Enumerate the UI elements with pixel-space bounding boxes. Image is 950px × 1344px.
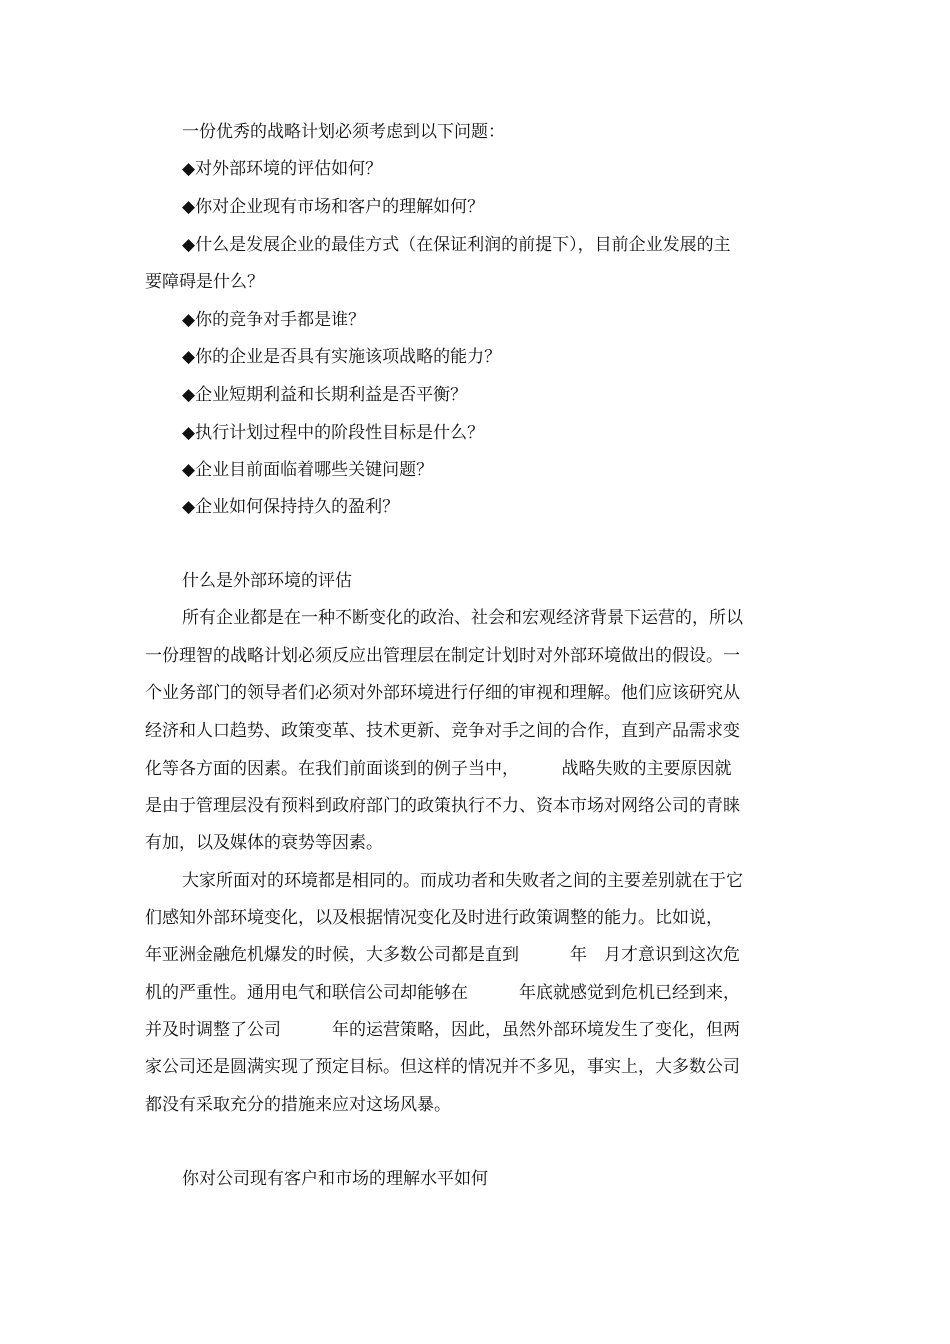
paragraph-line: 年亚洲金融危机爆发的时候，大多数公司都是直到 年 月才意识到这次危 (145, 945, 740, 965)
bullet-item: ◆执行计划过程中的阶段性目标是什么？ (182, 423, 485, 443)
paragraph-line: 家公司还是圆满实现了预定目标。但这样的情况并不多见，事实上，大多数公司 (145, 1057, 740, 1077)
bullet-item: ◆企业如何保持持久的盈利？ (182, 497, 400, 517)
bullet-item: ◆企业目前面临着哪些关键问题？ (182, 460, 434, 480)
bullet-item: ◆你的企业是否具有实施该项战略的能力？ (182, 347, 502, 367)
paragraph-line: 并及时调整了公司 年的运营策略，因此，虽然外部环境发生了变化，但两 (145, 1020, 740, 1040)
intro-text: 一份优秀的战略计划必须考虑到以下问题： (182, 122, 505, 142)
paragraph-line: 一份理智的战略计划必须反应出管理层在制定计划时对外部环境做出的假设。一 (145, 646, 740, 666)
paragraph-line: 化等各方面的因素。在我们前面谈到的例子当中， 战略失败的主要原因就 (145, 759, 732, 779)
bullet-item: ◆你的竞争对手都是谁？ (182, 310, 366, 330)
bullet-item: ◆企业短期利益和长期利益是否平衡？ (182, 385, 468, 405)
paragraph-line: 经济和人口趋势、政策变革、技术更新、竞争对手之间的合作，直到产品需求变 (145, 721, 740, 741)
paragraph-line: 机的严重性。通用电气和联信公司却能够在 年底就感觉到危机已经到来， (145, 983, 740, 1003)
paragraph-line: 有加，以及媒体的衰势等因素。 (145, 833, 383, 853)
bullet-item: ◆对外部环境的评估如何？ (182, 159, 383, 179)
bullet-item: ◆什么是发展企业的最佳方式（在保证利润的前提下），目前企业发展的主 (182, 235, 731, 255)
paragraph-line: 是由于管理层没有预料到政府部门的政策执行不力、资本市场对网络公司的青睐 (145, 796, 740, 816)
paragraph-line: 大家所面对的环境都是相同的。而成功者和失败者之间的主要差别就在于它 (182, 871, 743, 891)
bullet-item: ◆你对企业现有市场和客户的理解如何？ (182, 197, 485, 217)
paragraph-line: 所有企业都是在一种不断变化的政治、社会和宏观经济背景下运营的，所以 (182, 608, 743, 628)
section-heading: 你对公司现有客户和市场的理解水平如何 (182, 1169, 488, 1189)
paragraph-line: 都没有采取充分的措施来应对这场风暴。 (145, 1095, 451, 1115)
section-heading: 什么是外部环境的评估 (182, 571, 352, 591)
bullet-item-continuation: 要障碍是什么？ (145, 272, 264, 292)
paragraph-line: 个业务部门的领导者们必须对外部环境进行仔细的审视和理解。他们应该研究从 (145, 683, 740, 703)
paragraph-line: 们感知外部环境变化，以及根据情况变化及时进行政策调整的能力。比如说， (145, 908, 723, 928)
